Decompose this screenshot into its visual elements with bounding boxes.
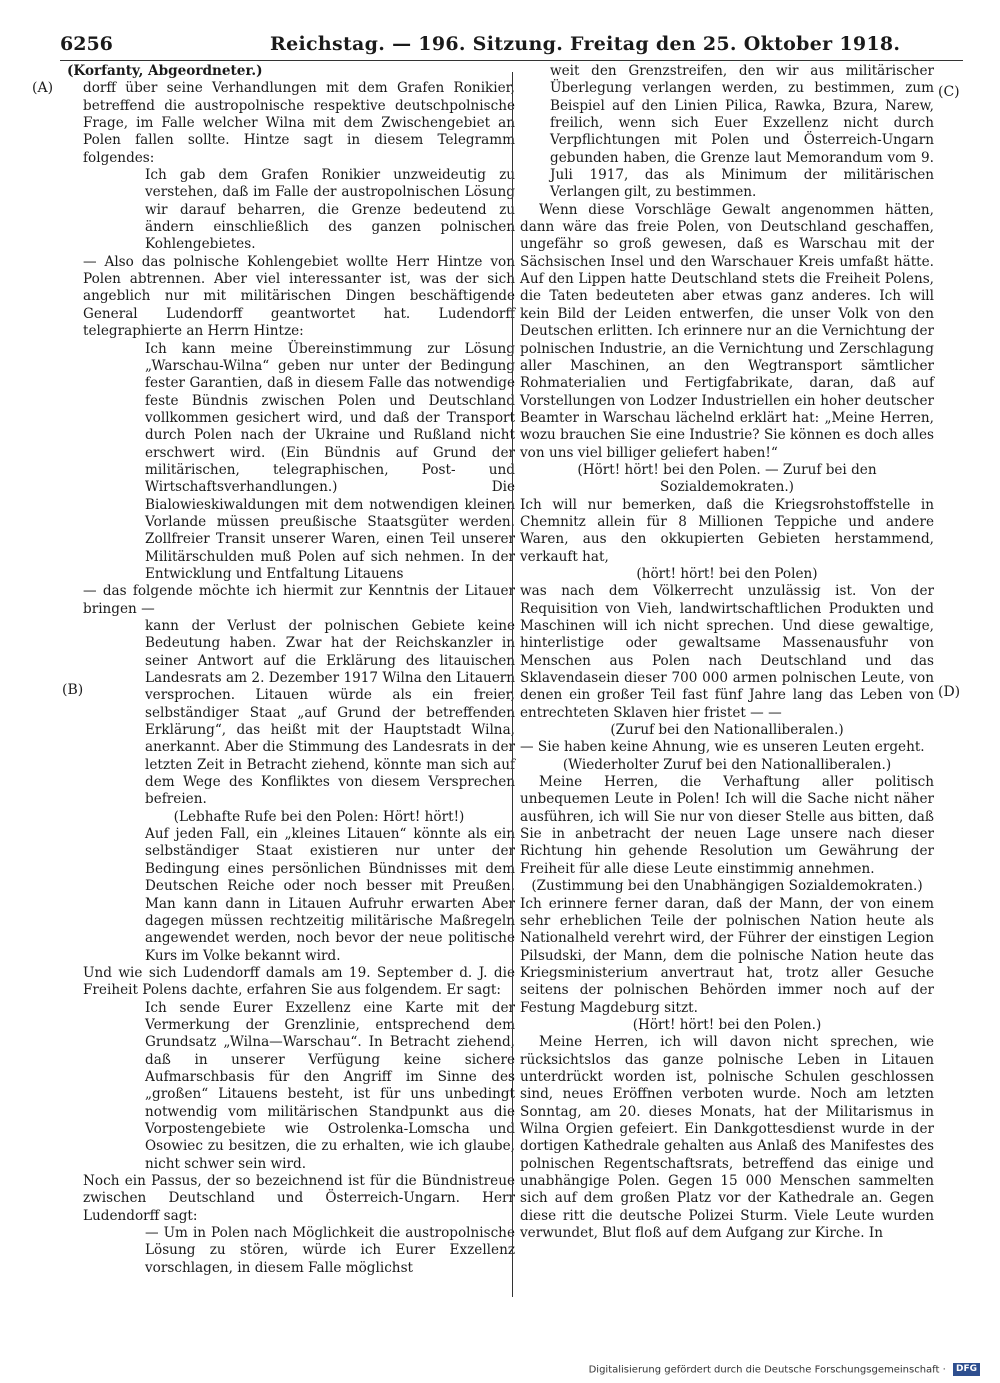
- interjection: (Hört! hört! bei den Polen.): [632, 1016, 822, 1033]
- header-rule: [60, 60, 963, 61]
- margin-mark-a: (A): [32, 80, 54, 96]
- paragraph: dorff über seine Verhandlungen mit dem Grafen Ronikier, betreffend die austropolnische respektive deutschpolnische Frage, im Falle welcher Wilna mit dem Zwischengebiet an Polen fallen sollte. Hintze sagt in diesem Telegramm folgendes:: [83, 80, 515, 166]
- quote-paragraph: Ich gab dem Grafen Ronikier unzweideutig zu verstehen, daß im Falle der austropolnischen Lösung wir darauf beharren, die Grenze bedeutend zu ändern einschließlich des ganzen polnischen Kohlengebietes.: [145, 167, 515, 253]
- left-column: [67, 63, 515, 1277]
- speaker-label: (Korfanty, Abgeordneter.): [67, 63, 263, 79]
- interjection: (Zustimmung bei den Unabhängigen Sozialdemokraten.): [531, 878, 923, 895]
- margin-mark-b: (B): [62, 682, 84, 698]
- interjection: (Wiederholter Zuruf bei den Nationalliberalen.): [562, 756, 892, 773]
- page-number: 6256: [60, 33, 113, 55]
- column-divider: [512, 72, 513, 1297]
- paragraph: Meine Herren, ich will davon nicht sprechen, wie rücksichtslos das ganze polnische Leben in Litauen unterdrückt worden ist, polnische Schulen geschlossen sind, neues Eröffnen verboten wurde. Noch am letzten Sonntag, am 20. dieses Monats, hat der Militarismus in Wilna Orgien gefeiert. Ein Dankgottesdienst wurde in der dortigen Kathedrale gehalten aus Anlaß des Manifestes des polnischen Regentschaftsrats, betreffend das einige und unabhängige Polen. Gegen 15 000 Menschen sammelten sich auf dem großen Platz vor der Kathedrale an. Gegen diese ritt die deutsche Polizei Sturm. Viele Leute wurden verwundet, Blut floß auf dem Aufgang zur Kirche. In: [520, 1034, 934, 1242]
- interjection: (Lebhafte Rufe bei den Polen: Hört! hört!): [173, 808, 465, 825]
- quote-paragraph: — Um in Polen nach Möglichkeit die austropolnische Lösung zu stören, würde ich Eurer Exzellenz vorschlagen, in diesem Falle möglichst: [145, 1225, 515, 1276]
- header-title: Reichstag. — 196. Sitzung. Freitag den 25. Oktober 1918.: [270, 33, 901, 55]
- dfg-logo: DFG: [953, 1363, 980, 1376]
- quote-paragraph: Ich sende Eurer Exzellenz eine Karte mit der Vermerkung der Grenzlinie, entsprechend dem Grundsatz „Wilna—Warschau“. In Betracht ziehend, daß in unserer Verfügung keine sichere Aufmarschbasis für den Angriff im Sinne des „großen“ Litauens besteht, ist für uns unbedingt notwendig vom militärischen Standpunkt aus die Vorpostengebiete wie Ostrolenka-Lomscha und Osowiec zu besitzen, die zu erhalten, wie ich glaube, nicht schwer sein wird.: [145, 999, 515, 1172]
- paragraph: Wenn diese Vorschläge Gewalt angenommen hätten, dann wäre das freie Polen, von Deutschland geschaffen, ungefähr so groß gewesen, daß es Warschau mit der Sächsischen Insel und den Warschauer Kreis umfaßt hätte. Auf den Lippen hatte Deutschland stets die Freiheit Polens, die Taten bedeuteten aber etwas ganz anderes. Ich will kein Bild der Leiden entwerfen, die unser Volk von den Deutschen erlitten. Ich erinnere nur an die Vernichtung der polnischen Industrie, an die Vernichtung und Zerschlagung aller Maschinen, an den Wegtransport sämtlicher Rohmaterialien und Fertigfabrikate, daran, daß auf Vorstellungen von Lodzer Industriellen ein hoher deutscher Beamter in Warschau lächelnd erklärt hat: „Meine Herren, wozu brauchen Sie eine Industrie? Sie können es doch alles von uns viel billiger geliefert haben!“: [520, 201, 934, 461]
- paragraph: Ich will nur bemerken, daß die Kriegsrohstoffstelle in Chemnitz allein für 8 Millionen Teppiche und andere Waren, aus den okkupierten Gebieten herstammend, verkauft hat,: [520, 496, 934, 565]
- paragraph: — das folgende möchte ich hiermit zur Kenntnis der Litauer bringen —: [83, 583, 515, 617]
- margin-mark-d: (D): [938, 684, 961, 700]
- paragraph: was nach dem Völkerrecht unzulässig ist. Von der Requisition von Vieh, landwirtschaftlichen Produkten und Maschinen will ich nicht sprechen. Und diese gewaltige, hinterlistige oder gewaltsame Massenausfuhr von Menschen aus Polen nach Deutschland und das Sklavendasein dieser 700 000 armen polnischen Leute, von denen ein großer Teil fast fünf Jahre lang das Leben von entrechteten Sklaven hier fristet — —: [520, 583, 934, 721]
- paragraph: — Also das polnische Kohlengebiet wollte Herr Hintze von Polen abtrennen. Aber viel interessanter ist, was der sich angeblich nur mit militärischen Dingen beschäftigende General Ludendorff geantwortet hat. Ludendorff telegraphierte an Herrn Hintze:: [83, 253, 515, 340]
- right-column: [520, 63, 934, 1242]
- paragraph: Meine Herren, die Verhaftung aller politisch unbequemen Leute in Polen! Ich will die Sache nicht näher ausführen, ich will Sie nur von dieser Stelle aus bitten, daß Sie in anbetracht der neuen Lage unsere nach dieser Richtung hin gehende Resolution um Gewährung der Freiheit für alle diese Leute einstimmig annehmen.: [520, 774, 934, 877]
- quote-paragraph: Ich kann meine Übereinstimmung zur Lösung „Warschau-Wilna“ geben nur unter der Bedingung fester Garantien, daß in diesem Falle das notwendige feste Bündnis zwischen Polen und Deutschland vollkommen gesichert wird, und daß der Transport durch Polen nach der Ukraine und Rußland nicht erschwert wird. (Ein Bündnis auf Grund der militärischen, telegraphischen, Post- und Wirtschaftsverhandlungen.) Die Bialowieskiwaldungen mit dem notwendigen kleinen Vorlande müssen preußische Staatsgüter werden. Zollfreier Transit unserer Waren, einen Teil unserer Militärschulden muß Polen auf sich nehmen. In der Entwicklung und Entfaltung Litauens: [145, 340, 515, 582]
- footer-credit: [589, 1363, 980, 1376]
- paragraph: Noch ein Passus, der so bezeichnend ist für die Bündnistreue zwischen Deutschland und Österreich-Ungarn. Herr Ludendorff sagt:: [83, 1173, 515, 1224]
- footer-text: Digitalisierung gefördert durch die Deutsche Forschungsgemeinschaft ·: [588, 1364, 946, 1376]
- quote-paragraph: weit den Grenzstreifen, den wir aus militärischer Überlegung verlangen werden, zu bestimmen, zum Beispiel auf den Linien Pilica, Rawka, Bzura, Narew, freilich, wenn sich Euer Exzellenz nicht durch Verpflichtungen mit Polen und Österreich-Ungarn gebunden haben, die Grenze laut Memorandum vom 9. Juli 1917, das als Minimum der militärischen Verlangen gilt, zu bestimmen.: [550, 63, 934, 201]
- paragraph: — Sie haben keine Ahnung, wie es unseren Leuten ergeht.: [520, 739, 925, 756]
- quote-paragraph: kann der Verlust der polnischen Gebiete keine Bedeutung haben. Zwar hat der Reichskanzler in seiner Antwort auf die Erklärung des litauischen Landesrats am 2. Dezember 1917 Wilna den Litauern versprochen. Litauen würde als ein freier, selbständiger Staat „auf Grund der betreffenden Erklärung“, das heißt mit der Hauptstadt Wilna, anerkannt. Aber die Stimmung des Landesrats in der letzten Zeit in Betracht ziehend, könnte man sich auf dem Wege des Konfliktes von diesem Versprechen befreien.: [145, 618, 515, 808]
- interjection: (Hört! hört! bei den Polen. — Zuruf bei den Sozialdemokraten.): [577, 461, 877, 496]
- running-header: [60, 30, 963, 58]
- quote-paragraph: Auf jeden Fall, ein „kleines Litauen“ könnte als ein selbständiger Staat existieren nur unter der Bedingung eines persönlichen Bündnisses mit dem Deutschen Reiche oder noch besser mit Preußen. Man kann dann in Litauen Aufruhr erwarten Aber dagegen müssen rechtzeitig militärische Maßregeln angewendet werden, noch bevor der neue politische Kurs im Volke bekannt wird.: [145, 826, 515, 964]
- margin-mark-c: (C): [938, 84, 960, 100]
- interjection: (hört! hört! bei den Polen): [636, 565, 818, 582]
- paragraph: Und wie sich Ludendorff damals am 19. September d. J. die Freiheit Polens dachte, erfahren Sie aus folgendem. Er sagt:: [83, 964, 515, 999]
- interjection: (Zuruf bei den Nationalliberalen.): [610, 722, 844, 739]
- paragraph: Ich erinnere ferner daran, daß der Mann, der von einem sehr erheblichen Teile der polnischen Nation heute als Nationalheld verehrt wird, der Führer der einstigen Legion Pilsudski, der Mann, dem die polnische Nation heute das Kriegsministerium anvertraut hat, trotz aller Gesuche seitens der polnischen Behörden immer noch auf der Festung Magdeburg sitzt.: [520, 895, 934, 1016]
